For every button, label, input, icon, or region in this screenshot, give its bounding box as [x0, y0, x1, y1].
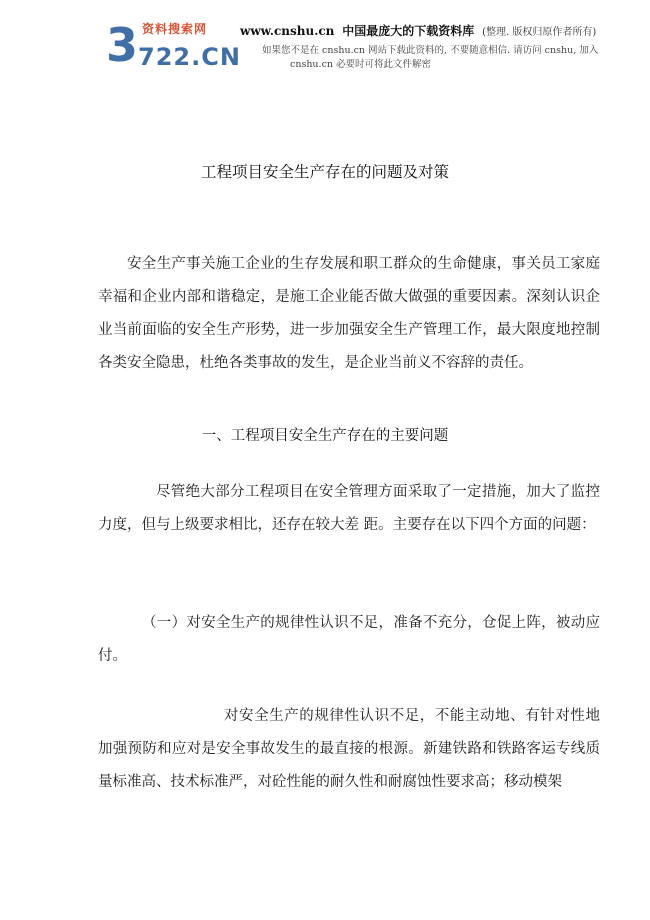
- item-body-paragraph: 对安全生产的规律性认识不足，不能主动地、有针对性地加强预防和应对是安全事故发生的最直接的根源。新建铁路和铁路客运专线质量标准高、技术标准严，对砼性能的耐久性和耐腐蚀性要求高；移动模架: [98, 708, 600, 790]
- copyright-note: (整理. 版权归原作者所有): [482, 27, 597, 38]
- document-title: 工程项目安全生产存在的问题及对策: [200, 163, 449, 181]
- logo-number: 3: [106, 18, 137, 72]
- site-url[interactable]: www.cnshu.cn: [240, 24, 335, 38]
- item-heading: （一）对安全生产的规律性认识不足，准备不充分，仓促上阵，被动应付。: [98, 615, 600, 664]
- site-slogan: 中国最庞大的下载资料库: [342, 24, 475, 38]
- page-header: [0, 0, 650, 80]
- section-intro-paragraph: 尽管绝大部分工程项目在安全管理方面采取了一定措施，加大了监控力度，但与上级要求相比，还存在较大差 距。主要存在以下四个方面的问题：: [98, 484, 600, 533]
- intro-paragraph: 安全生产事关施工企业的生存发展和职工群众的生命健康，事关员工家庭幸福和企业内部和谐稳定，是施工企业能否做大做强的重要因素。深刻认识企业当前面临的安全生产形势，进一步加强安全生产管理工作，最大限度地控制各类安全隐患，杜绝各类事故的发生，是企业当前义不容辞的责任。: [98, 256, 600, 371]
- header-banner: [240, 22, 596, 39]
- logo-tagline: 资料搜索网: [142, 22, 208, 36]
- site-logo: [104, 18, 244, 74]
- logo-domain: 722.CN: [138, 43, 241, 71]
- disclaimer-line-2: cnshu.cn 必要时可将此文件解密: [290, 59, 432, 70]
- disclaimer-line-1: 如果您不是在 cnshu.cn 网站下载此资料的, 不要随意相信. 请访问 cnshu, 加入: [262, 45, 599, 56]
- section-heading: 一、工程项目安全生产存在的主要问题: [201, 428, 449, 444]
